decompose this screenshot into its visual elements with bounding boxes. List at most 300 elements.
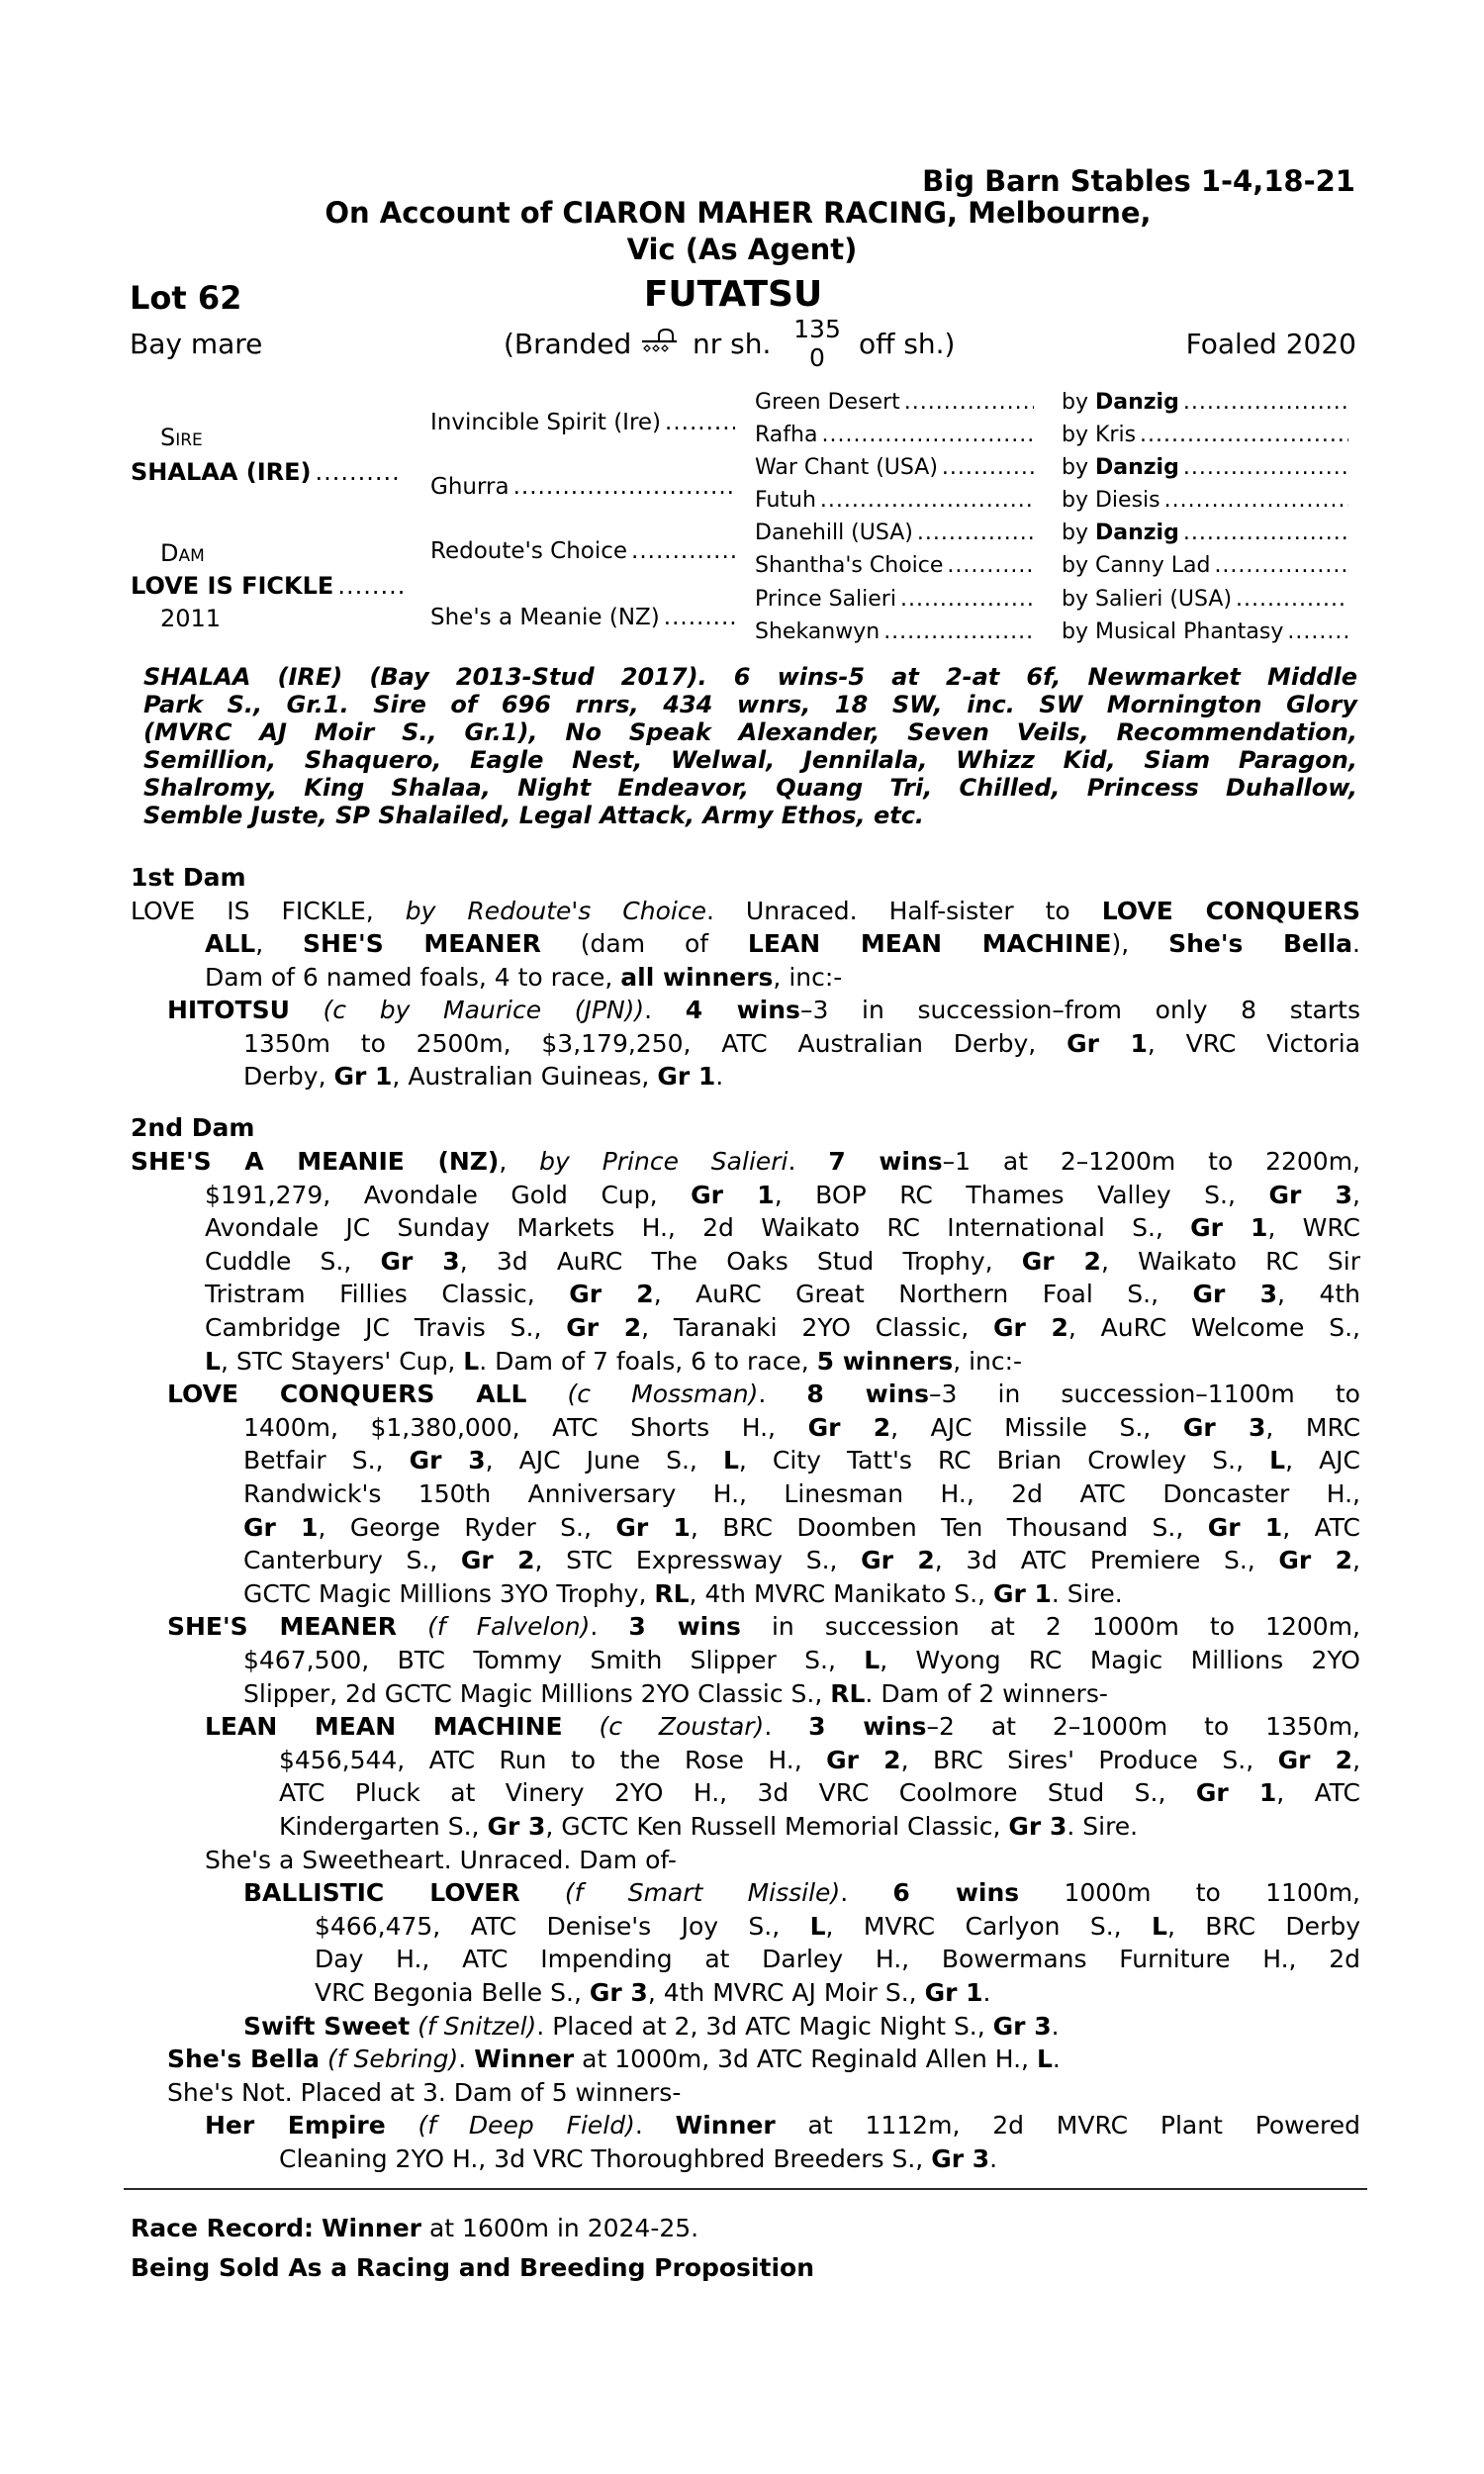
text: . Sire. (1051, 1578, 1123, 1608)
text (320, 2045, 327, 2073)
dot-leader (917, 523, 1034, 544)
pedigree-text-line (243, 1027, 1360, 1060)
text: , BOP RC Thames Valley S., (774, 1180, 1269, 1209)
bold-text: L (1152, 1911, 1167, 1941)
text: , AuRC Great Northern Foal S., (653, 1280, 1193, 1309)
text: . (989, 2144, 998, 2173)
bold-text: Gr 2 (460, 1546, 535, 1575)
bold-text: L (722, 1446, 739, 1475)
section-heading: 2nd Dam (131, 1113, 255, 1142)
dot-leader (1183, 392, 1348, 414)
text: , City Tatt's RC Brian Crowley S., (738, 1446, 1270, 1475)
pedigree-text-line (243, 1444, 1360, 1476)
brand-mark-icon (641, 327, 679, 358)
text: Randwick's 150th Anniversary H., Linesman H., 2d ATC Doncaster H., (243, 1479, 1360, 1508)
pedigree-text-line (205, 1844, 1360, 1876)
text: ), (1111, 929, 1169, 959)
sire-entry (131, 460, 403, 484)
text: , 3d AuRC The Oaks Stud Trophy, (459, 1246, 1022, 1276)
great-grandparent-sire-entry (1062, 555, 1348, 577)
great-grandparent-name: Danehill (USA) (755, 523, 913, 545)
text: , Wyong RC Magic Millions 2YO (880, 1646, 1360, 1674)
text: , (1352, 1745, 1361, 1774)
pedigree-text-line (205, 2109, 1360, 2141)
great-grandparent-row (755, 555, 1348, 579)
great-grandparent-sire: Salieri (USA) (1094, 589, 1233, 612)
bold-text: L (205, 1346, 221, 1376)
text: 1400m, $1,380,000, ATC Shorts H., (243, 1412, 808, 1442)
text: in succession at 2 1000m to 1200m, (740, 1612, 1360, 1642)
text: $191,279, Avondale Gold Cup, (205, 1180, 692, 1209)
bold-text: Gr 1 (992, 1578, 1052, 1608)
brand-off-side: off sh.) (859, 328, 956, 360)
bold-text: LEAN MEAN MACHINE (205, 1712, 563, 1742)
text: . Unraced. Half-sister to (705, 897, 1102, 925)
brand-number-bottom: 0 (809, 343, 825, 372)
great-grandparent-sire: Danzig (1094, 457, 1179, 480)
text: , BRC Derby (1166, 1911, 1360, 1941)
dot-leader (665, 412, 735, 434)
pedigree-text-line (167, 2043, 1360, 2075)
text (410, 2012, 417, 2041)
bold-text: She's Bella (167, 2045, 321, 2074)
dam-label: Dam (160, 539, 205, 567)
great-grandparent-row (755, 457, 1348, 481)
italic-text: by Redoute's Choice (405, 897, 706, 925)
sire-summary-line: Shalromy, King Shalaa, Night Endeavor, Quang Tri, Chilled, Princess Duhallow, (143, 774, 1357, 802)
text: Canterbury S., (243, 1546, 461, 1575)
text: , GCTC Ken Russell Memorial Classic, (545, 1812, 1009, 1841)
bold-text: Gr 3 (409, 1446, 486, 1475)
pedigree-text-line (243, 1876, 1360, 1909)
italic-text: (c Zoustar) (599, 1712, 765, 1742)
great-grandparent-row (755, 490, 1348, 514)
great-grandparent-sire-entry (1062, 392, 1348, 414)
text: . (1051, 2011, 1060, 2041)
great-grandparent-sire-entry (1062, 621, 1348, 643)
pedigree-text-line (205, 961, 1360, 994)
dot-leader (1183, 457, 1348, 479)
great-grandparent-row (755, 523, 1348, 546)
text: , (255, 929, 304, 959)
race-record-detail: at 1600m in 2024-25. (428, 2214, 699, 2242)
brand-mark-dome (659, 330, 673, 340)
dot-leader (315, 460, 403, 484)
text: , 4th MVRC Manikato S., (689, 1578, 993, 1608)
great-grandparent-row (755, 392, 1348, 416)
colour-sex: Bay mare (130, 328, 263, 360)
bold-text: Winner (675, 2111, 776, 2141)
pedigree-text-line (205, 1245, 1360, 1278)
race-record-label: Race Record: (131, 2214, 315, 2242)
text: , AuRC Welcome S., (1067, 1313, 1361, 1342)
text: . (758, 1380, 807, 1409)
bold-text: Gr 1 (333, 1062, 393, 1091)
grandparent-name: Redoute's Choice (430, 539, 628, 563)
text: She's a Sweetheart. Unraced. Dam of- (205, 1845, 677, 1874)
text: . (458, 2045, 475, 2074)
text: , inc:- (773, 962, 843, 992)
race-record-result: Winner (321, 2214, 422, 2242)
great-grandparent-name: War Chant (USA) (755, 457, 938, 480)
bold-text: Gr 1 (1195, 1778, 1277, 1808)
text: . (840, 1878, 893, 1908)
great-grandparent-row (755, 589, 1348, 613)
bold-text: Gr 2 (1021, 1246, 1101, 1276)
pedigree-text-line (131, 895, 1360, 927)
text: , AJC (1285, 1446, 1360, 1475)
grandparent-name: Ghurra (430, 475, 510, 499)
italic-text: (f Snitzel) (417, 2011, 537, 2041)
by-label: by (1062, 457, 1088, 480)
text: . (1352, 929, 1360, 959)
bold-text: SHE'S MEANER (167, 1612, 398, 1642)
sire-summary-line: Park S., Gr.1. Sire of 696 rnrs, 434 wnrs, 18 SW, inc. SW Mornington Glory (143, 691, 1357, 718)
bold-text: 4 wins (685, 996, 800, 1025)
bold-text: Gr 2 (807, 1412, 891, 1442)
dot-leader (942, 457, 1034, 479)
great-grandparent-row (755, 621, 1348, 645)
dot-leader (1236, 589, 1348, 611)
text: , BRC Sires' Produce S., (900, 1745, 1278, 1774)
great-grandparent-entry (755, 457, 1034, 479)
pedigree-text-line (167, 1610, 1360, 1643)
sire-summary-line: (MVRC AJ Moir S., Gr.1), No Speak Alexander, Seven Veils, Recommendation, (143, 718, 1357, 746)
dot-leader (664, 607, 735, 629)
vendor-line-1: On Account of CIARON MAHER RACING, Melbourne, (325, 196, 1152, 230)
text: –3 in succession–from only 8 starts (799, 996, 1360, 1025)
italic-text: (f Sebring) (326, 2045, 459, 2074)
text: , STC Expressway S., (534, 1546, 862, 1575)
dot-leader (1287, 621, 1348, 643)
bold-text: ALL (205, 929, 256, 959)
text: –1 at 2–1200m to 2200m, (942, 1147, 1361, 1176)
bold-text: Gr 3 (992, 2011, 1052, 2041)
dot-leader (1214, 555, 1348, 577)
dot-leader (1183, 523, 1348, 544)
text: at 1112m, 2d MVRC Plant Powered (775, 2111, 1360, 2141)
text: . (982, 1978, 991, 2007)
pedigree-text-line (131, 1145, 1360, 1178)
bold-text: RL (830, 1678, 866, 1708)
great-grandparent-entry (755, 589, 1034, 611)
great-grandparent-entry (755, 490, 1034, 512)
by-label: by (1062, 555, 1088, 578)
text: , ATC (1282, 1512, 1361, 1542)
great-grandparent-name: Shantha's Choice (755, 555, 944, 578)
text (386, 2111, 418, 2140)
text: –2 at 2–1000m to 1350m, (926, 1712, 1361, 1742)
dot-leader (513, 476, 735, 499)
text: $466,475, ATC Denise's Joy S., (315, 1911, 810, 1941)
great-grandparent-entry (755, 555, 1034, 577)
text: , 3d ATC Premiere S., (934, 1546, 1279, 1575)
text: , (1352, 1180, 1360, 1209)
italic-text: (c Mossman) (567, 1380, 759, 1409)
text: , MVRC Carlyon S., (825, 1911, 1153, 1941)
great-grandparent-name: Shekanwyn (755, 621, 881, 644)
text (526, 1380, 567, 1408)
dam-year: 2011 (160, 605, 222, 632)
bold-text: Swift Sweet (243, 2011, 411, 2041)
text: , STC Stayers' Cup, (220, 1346, 464, 1376)
pedigree-text-line (279, 1744, 1360, 1776)
text (520, 1878, 565, 1907)
grandparent-entry (430, 412, 735, 434)
sire-summary-line: SHALAA (IRE) (Bay 2013-Stud 2017). 6 wins-5 at 2-at 6f, Newmarket Middle (143, 663, 1357, 691)
bold-text: Gr 3 (589, 1978, 648, 2007)
pedigree-text-line (205, 1278, 1360, 1310)
bold-text: Gr 1 (243, 1512, 319, 1542)
pedigree-text-line (315, 1976, 1360, 2009)
bold-text: Gr 1 (657, 1062, 716, 1091)
text: . (788, 1147, 829, 1176)
text: Cambridge JC Travis S., (205, 1313, 567, 1342)
great-grandparent-sire: Canny Lad (1094, 555, 1211, 578)
foaled-year: Foaled 2020 (1185, 328, 1356, 360)
great-grandparent-sire: Musical Phantasy (1094, 621, 1284, 644)
bold-text: Gr 2 (993, 1313, 1068, 1342)
lot-number: Lot 62 (130, 279, 242, 317)
brand-number (790, 315, 844, 372)
bold-text: 6 wins (892, 1878, 1020, 1908)
bold-text: Gr 2 (569, 1280, 654, 1309)
stable-location: Big Barn Stables 1-4,18-21 (922, 164, 1355, 198)
text: . Placed at 2, 3d ATC Magic Night S., (536, 2011, 993, 2041)
great-grandparent-sire: Diesis (1094, 490, 1160, 513)
brand-number-top: 135 (793, 315, 841, 343)
bold-text: L (463, 1346, 480, 1376)
bold-text: Gr 1 (1190, 1213, 1268, 1243)
bold-text: Gr 2 (861, 1546, 935, 1575)
italic-text: (f Deep Field) (417, 2111, 635, 2141)
bold-text: L (1269, 1446, 1286, 1475)
text: , AJC June S., (485, 1446, 723, 1475)
sire-name: SHALAA (IRE) (131, 460, 312, 484)
bold-text: Gr 3 (380, 1246, 460, 1276)
brand-prefix: (Branded (504, 328, 632, 360)
bold-text: SHE'S MEANER (303, 929, 541, 959)
section-heading: 1st Dam (131, 863, 246, 892)
italic-text: (c by Maurice (JPN)) (323, 996, 645, 1025)
bold-text: L (1036, 2045, 1053, 2074)
bold-text: Gr 1 (924, 1978, 983, 2007)
great-grandparent-entry (755, 392, 1034, 414)
italic-text: by Prince Salieri (539, 1147, 788, 1176)
pedigree-text-line (279, 1810, 1360, 1843)
pedigree-text-line (205, 1710, 1360, 1743)
great-grandparent-sire-entry (1062, 457, 1348, 479)
text: Kindergarten S., (279, 1812, 488, 1841)
bold-text: L (864, 1646, 881, 1674)
text: Cuddle S., (205, 1246, 381, 1276)
brand-mark-diamonds (644, 345, 668, 351)
by-label: by (1062, 589, 1088, 612)
text: $456,544, ATC Run to the Rose H., (279, 1745, 827, 1774)
dot-leader (821, 425, 1034, 446)
text: $467,500, BTC Tommy Smith Slipper S., (243, 1646, 865, 1674)
pedigree-text-line (243, 1577, 1360, 1610)
dot-leader (900, 589, 1034, 611)
race-record (131, 2212, 698, 2244)
text (397, 1612, 427, 1641)
text: . (715, 1062, 724, 1091)
pedigree-text-line (167, 994, 1360, 1026)
bold-text: Gr 3 (1268, 1180, 1353, 1209)
text: , VRC Victoria (1147, 1028, 1360, 1058)
great-grandparent-sire: Danzig (1094, 392, 1179, 415)
text: Slipper, 2d GCTC Magic Millions 2YO Classic S., (243, 1678, 831, 1708)
text: , WRC (1267, 1213, 1360, 1243)
dot-leader (820, 490, 1034, 512)
bold-text: L (809, 1911, 826, 1941)
text: , 4th MVRC AJ Moir S., (647, 1978, 925, 2007)
pedigree-text-line (279, 1776, 1360, 1809)
bold-text: Gr 3 (931, 2144, 990, 2173)
bold-text: all winners (620, 962, 774, 992)
text: , (1352, 1546, 1360, 1575)
bold-text: LOVE CONQUERS (1101, 897, 1360, 925)
bold-text: She's Bella (1168, 929, 1353, 959)
text: , MRC (1265, 1412, 1361, 1442)
text: Derby, (243, 1062, 334, 1091)
bold-text: HITOTSU (167, 996, 290, 1025)
text: , BRC Doomben Ten Thousand S., (690, 1512, 1208, 1542)
pedigree-text-line (243, 1511, 1360, 1544)
text: . (634, 2111, 676, 2141)
by-label: by (1062, 490, 1088, 513)
text: . Sire. (1067, 1812, 1139, 1841)
bold-text: 3 wins (808, 1712, 927, 1742)
text: , George Ryder S., (318, 1512, 616, 1542)
text: She's Not. Placed at 3. Dam of 5 winners- (167, 2077, 682, 2107)
bold-text: Gr 3 (487, 1812, 546, 1841)
bold-text: BALLISTIC LOVER (243, 1878, 520, 1908)
dot-leader (337, 574, 403, 598)
text: , 4th (1277, 1280, 1361, 1309)
pedigree-text-line (243, 1644, 1360, 1676)
pedigree-text-line (315, 1910, 1360, 1943)
text: at 1000m, 3d ATC Reginald Allen H., (574, 2045, 1037, 2074)
pedigree-text-line (205, 927, 1360, 960)
great-grandparent-sire-entry (1062, 589, 1348, 611)
text: . Dam of 7 foals, 6 to race, (479, 1346, 817, 1376)
bold-text: 5 winners (816, 1346, 954, 1376)
italic-text: (f Smart Missile) (564, 1878, 841, 1908)
divider (124, 2188, 1367, 2190)
text: VRC Begonia Belle S., (315, 1978, 590, 2007)
text: –3 in succession–1100m to (929, 1380, 1360, 1409)
bold-text: LEAN MEAN MACHINE (747, 929, 1112, 959)
text: Day H., ATC Impending at Darley H., Bowermans Furniture H., 2d (315, 1945, 1360, 1974)
pedigree-text-line (205, 1345, 1360, 1378)
text: ATC Pluck at Vinery 2YO H., 3d VRC Coolmore Stud S., (279, 1778, 1196, 1808)
dot-leader (904, 392, 1034, 414)
bold-text: Her Empire (205, 2111, 386, 2141)
text: , Taranaki 2YO Classic, (641, 1313, 994, 1342)
bold-text: Gr 2 (566, 1313, 642, 1342)
vendor-line-2: Vic (As Agent) (626, 233, 858, 266)
pedigree-text-line (167, 1378, 1360, 1410)
italic-text: (f Falvelon) (427, 1612, 591, 1642)
grandparent-entry (430, 607, 735, 629)
text: , ATC (1276, 1778, 1360, 1808)
great-grandparent-row (755, 425, 1348, 448)
text: Cleaning 2YO H., 3d VRC Thoroughbred Breeders S., (279, 2144, 932, 2173)
grandparent-entry (430, 476, 735, 499)
pedigree-text-line (243, 2010, 1360, 2043)
great-grandparent-entry (755, 621, 1034, 643)
pedigree-text-line (205, 1179, 1360, 1211)
pedigree-text-line (205, 1311, 1360, 1344)
text: , Waikato RC Sir (1100, 1246, 1361, 1276)
bold-text: LOVE CONQUERS ALL (167, 1380, 527, 1409)
grandparent-name: She's a Meanie (NZ) (430, 606, 660, 629)
bold-text: Gr 1 (615, 1512, 691, 1542)
horse-name: FUTATSU (643, 274, 823, 315)
great-grandparent-name: Green Desert (755, 392, 900, 415)
pedigree-text-line (205, 1211, 1360, 1244)
dot-leader (1140, 425, 1348, 446)
text (563, 1712, 600, 1741)
text: GCTC Magic Millions 3YO Trophy, (243, 1578, 655, 1608)
bold-text: RL (654, 1578, 690, 1608)
bold-text: Gr 2 (1277, 1745, 1353, 1774)
dot-leader (1164, 490, 1348, 512)
sale-note: Being Sold As a Racing and Breeding Proposition (131, 2253, 815, 2282)
pedigree-text-line (243, 1411, 1360, 1444)
great-grandparent-sire: Danzig (1094, 523, 1179, 545)
bold-text: Winner (474, 2045, 575, 2074)
pedigree-text-line (243, 1477, 1360, 1510)
bold-text: Gr 1 (1067, 1028, 1148, 1058)
bold-text: 8 wins (806, 1380, 929, 1409)
bold-text: SHE'S A MEANIE (NZ) (131, 1147, 500, 1176)
pedigree-text-line (243, 1060, 1360, 1093)
dot-leader (947, 555, 1034, 577)
great-grandparent-sire-entry (1062, 490, 1348, 512)
bold-text: Gr 3 (1192, 1280, 1278, 1309)
great-grandparent-entry (755, 425, 1034, 446)
brand-description (504, 315, 956, 372)
text: 1350m to 2500m, $3,179,250, ATC Australian Derby, (243, 1028, 1067, 1058)
text (290, 996, 324, 1024)
by-label: by (1062, 425, 1088, 447)
great-grandparent-sire-entry (1062, 425, 1348, 446)
bold-text: 7 wins (828, 1147, 943, 1176)
great-grandparent-name: Rafha (755, 425, 818, 447)
pedigree-text-line (243, 1677, 1360, 1710)
text: , AJC Missile S., (890, 1412, 1183, 1442)
text: . (1052, 2045, 1061, 2074)
text: . (590, 1612, 629, 1642)
by-label: by (1062, 621, 1088, 644)
by-label: by (1062, 392, 1088, 415)
sire-summary-line: Semillion, Shaquero, Eagle Nest, Welwal, Jennilala, Whizz Kid, Siam Paragon, (143, 746, 1357, 774)
pedigree-text-line (243, 1544, 1360, 1576)
text: 1000m to 1100m, (1019, 1878, 1360, 1908)
great-grandparent-name: Futuh (755, 490, 816, 513)
bold-text: Gr 1 (691, 1180, 775, 1209)
dam-entry (131, 574, 403, 598)
great-grandparent-name: Prince Salieri (755, 589, 896, 612)
pedigree-text-line (167, 2076, 1360, 2109)
text: LOVE IS FICKLE, (131, 897, 406, 925)
great-grandparent-entry (755, 523, 1034, 544)
bold-text: Gr 2 (826, 1745, 901, 1774)
brand-near-side: nr sh. (693, 328, 772, 360)
text: . (644, 996, 686, 1025)
